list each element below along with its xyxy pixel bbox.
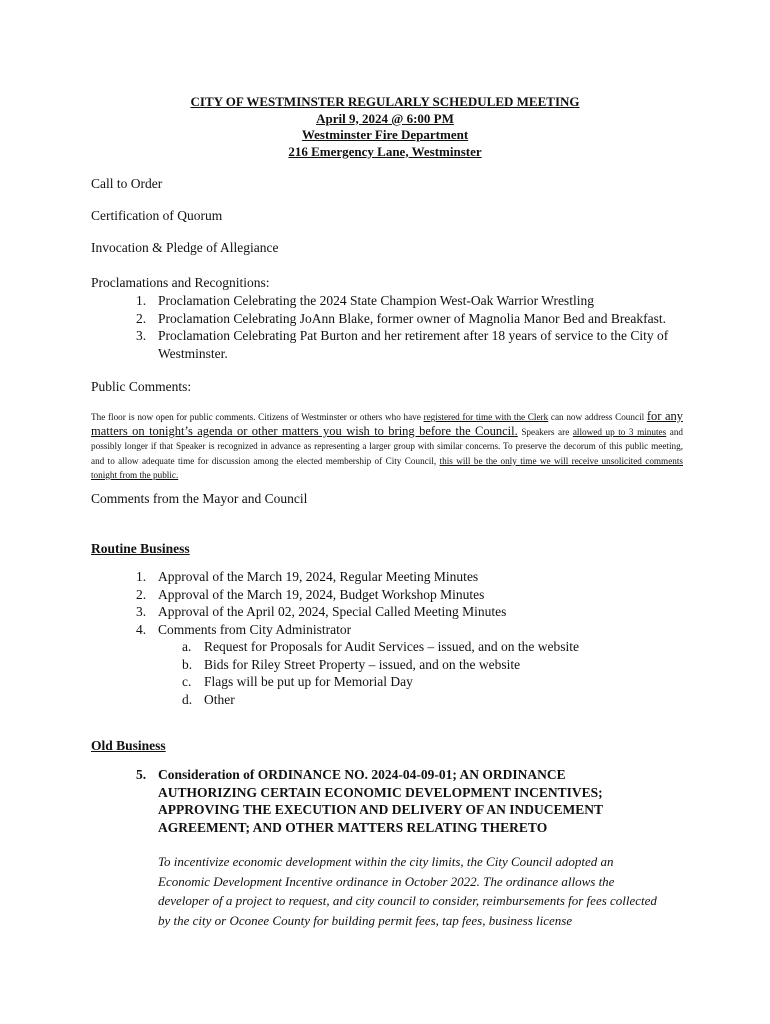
list-item <box>136 586 676 604</box>
ordinance-item <box>136 766 656 836</box>
item-text: Proclamation Celebrating the 2024 State Champion West-Oak Warrior Wrestling <box>158 293 594 308</box>
item-text: Approval of the March 19, 2024, Regular Meeting Minutes <box>158 569 479 584</box>
call-to-order: Call to Order <box>91 176 163 191</box>
routine-business-heading: Routine Business <box>91 541 190 556</box>
proclamations-list <box>136 292 686 362</box>
list-item <box>136 310 686 328</box>
list-item <box>136 327 686 362</box>
notice-text: The floor is now open for public comments. Citizens of Westminster or others who have <box>91 412 424 422</box>
notice-text: Speakers are <box>517 427 573 438</box>
certification-of-quorum: Certification of Quorum <box>91 208 223 223</box>
public-comments-notice <box>91 409 683 482</box>
item-number: 3. <box>136 604 147 619</box>
item-letter: d. <box>182 691 193 707</box>
invocation-pledge: Invocation & Pledge of Allegiance <box>91 240 279 255</box>
item-text: Bids for Riley Street Property – issued, and on the website <box>204 656 521 672</box>
old-business-heading: Old Business <box>91 738 166 753</box>
notice-text: and possibly longer if that Speaker is recognized in advance as representing a larger group with similar concerns. To preserve the decorum of this public meeting, and to allow adequate time for discussion among the elected membership of City Council, <box>91 427 684 466</box>
public-comments-heading: Public Comments: <box>91 379 192 394</box>
item-number: 5. <box>136 767 147 782</box>
administrator-sublist <box>182 638 676 708</box>
list-item <box>182 673 676 691</box>
item-text: Approval of the April 02, 2024, Special Called Meeting Minutes <box>158 604 507 619</box>
notice-text: allowed up to 3 minutes <box>572 427 667 438</box>
item-number: 3. <box>136 328 147 343</box>
item-number: 2. <box>136 586 147 602</box>
item-text: Approval of the March 19, 2024, Budget Workshop Minutes <box>158 586 485 602</box>
list-item <box>182 656 676 674</box>
notice-text: can now address Council <box>548 412 647 422</box>
list-item <box>136 568 676 586</box>
list-item <box>182 691 676 709</box>
list-item <box>182 638 676 656</box>
item-text: Other <box>204 691 235 707</box>
meeting-address: 216 Emergency Lane, Westminster <box>288 143 482 159</box>
meeting-venue: Westminster Fire Department <box>301 127 469 142</box>
item-number: 1. <box>136 569 147 584</box>
meeting-date: April 9, 2024 @ 6:00 PM <box>316 110 454 126</box>
item-number: 2. <box>136 310 147 326</box>
notice-text: registered for time with the Clerk <box>423 412 549 422</box>
item-letter: a. <box>182 639 192 654</box>
mayor-council-comments: Comments from the Mayor and Council <box>91 491 308 506</box>
routine-business-list <box>136 568 676 708</box>
list-item <box>136 292 686 310</box>
ordinance-title: Consideration of ORDINANCE NO. 2024-04-09-01; AN ORDINANCE AUTHORIZING CERTAIN ECONOMIC DEVELOPMENT INCENTIVES; APPROVING THE EXECUTION AND DELIVERY OF AN INDUCEMENT AGREEMENT; AND OTHER MATTERS RELATING THERETO <box>158 767 603 835</box>
list-item <box>136 603 676 621</box>
item-text: Proclamation Celebrating JoAnn Blake, former owner of Magnolia Manor Bed and Breakfast. <box>158 310 666 326</box>
item-text: Flags will be put up for Memorial Day <box>204 674 413 689</box>
meeting-title: CITY OF WESTMINSTER REGULARLY SCHEDULED MEETING <box>190 94 580 109</box>
item-letter: c. <box>182 674 192 689</box>
ordinance-description: To incentivize economic development within the city limits, the City Council adopted an Economic Development Incentive ordinance in October 2022. The ordinance allows the developer of a project to request, and city council to consider, reimbursements for fees collected by the city or Oconee County for building permit fees, tap fees, business license <box>158 854 657 928</box>
item-text: Comments from City Administrator <box>158 621 352 637</box>
list-item <box>136 621 676 709</box>
meeting-header <box>0 94 770 160</box>
notice-text: for any matters on tonight’s agenda or other matters you wish to bring before the Council. <box>91 409 684 439</box>
item-number: 1. <box>136 293 147 308</box>
item-letter: b. <box>182 656 193 672</box>
notice-text: this will be the only time we will receive unsolicited comments tonight from the public. <box>91 455 683 480</box>
proclamations-heading: Proclamations and Recognitions: <box>91 275 270 290</box>
item-text: Proclamation Celebrating Pat Burton and her retirement after 18 years of service to the City of Westminster. <box>158 328 669 361</box>
item-text: Request for Proposals for Audit Services – issued, and on the website <box>204 639 579 654</box>
item-number: 4. <box>136 621 147 637</box>
